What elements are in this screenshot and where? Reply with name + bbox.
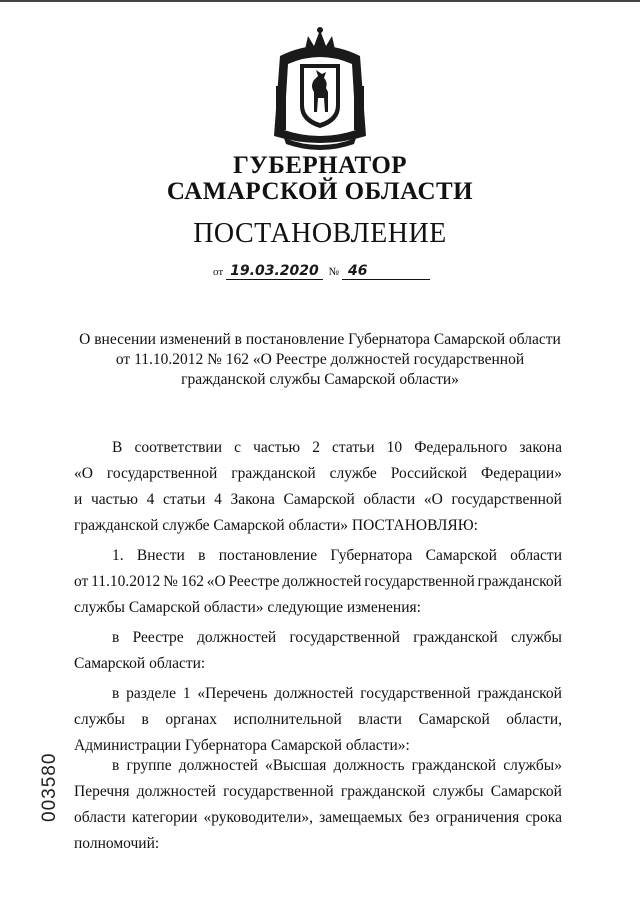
body-line: [74, 490, 562, 510]
body-word: 11.10.2012: [91, 573, 161, 590]
body-word: должностей: [282, 573, 362, 590]
body-word: с: [234, 439, 242, 456]
body-line: [74, 572, 562, 592]
subject-line: от 11.10.2012 № 162 «О Реестре должностей государственной: [115, 351, 525, 368]
body-word: ограничения: [435, 809, 520, 826]
body-word: должностей: [136, 783, 216, 800]
body-word: «О: [74, 465, 93, 482]
body-word: гражданской: [413, 629, 498, 646]
body-word: «Высшая: [265, 757, 327, 774]
body-word: Самарской: [283, 491, 355, 508]
body-word: В: [112, 439, 123, 456]
scan-top-edge: [0, 0, 640, 2]
body-word: «Перечень: [197, 685, 268, 702]
body-line: службы Самарской области» следующие изменения:: [74, 599, 421, 616]
body-line: Администрации Губернатора Самарской области»:: [74, 737, 410, 754]
body-word: Реестре: [132, 629, 184, 646]
org-title-line2: САМАРСКОЙ ОБЛАСТИ: [166, 178, 474, 205]
number-value: 46: [342, 263, 430, 280]
body-word: 162: [180, 573, 204, 590]
body-word: в: [112, 757, 120, 774]
body-word: власти: [358, 711, 402, 728]
body-line: [74, 782, 562, 802]
body-word: в: [141, 711, 149, 728]
margin-side-number: 003580: [39, 752, 60, 822]
body-word: области,: [506, 711, 562, 728]
body-word: Самарской: [490, 783, 562, 800]
body-word: срока: [525, 809, 562, 826]
body-line: [74, 464, 562, 484]
body-word: службы: [432, 783, 484, 800]
body-word: без: [408, 809, 430, 826]
body-word: в: [112, 685, 120, 702]
body-word: категории: [131, 809, 198, 826]
body-word: частью: [90, 491, 138, 508]
body-word: гражданской: [231, 465, 316, 482]
body-word: 1: [182, 685, 191, 702]
body-line: [74, 808, 562, 828]
body-word: области: [363, 491, 416, 508]
body-word: Внести: [136, 547, 185, 564]
body-word: 4: [214, 491, 222, 508]
body-line: [74, 546, 562, 566]
document-type-title: ПОСТАНОВЛЕНИЕ: [193, 218, 447, 249]
date-number-line: [0, 263, 640, 280]
body-line: гражданской службе Самарской области» ПОСТАНОВЛЯЮ:: [74, 517, 478, 534]
body-line: [74, 756, 562, 776]
date-prefix: от: [213, 266, 224, 278]
samara-coat-of-arms-icon: [270, 26, 370, 152]
body-word: «О: [423, 491, 443, 508]
body-word: органах: [165, 711, 218, 728]
body-word: государственной: [364, 573, 475, 590]
body-word: Самарской: [418, 711, 490, 728]
body-word: от: [74, 573, 89, 590]
body-word: службе: [329, 465, 377, 482]
body-word: службы»: [503, 757, 562, 774]
body-word: статьи: [163, 491, 206, 508]
body-word: должностей: [274, 685, 354, 702]
body-word: в: [198, 547, 206, 564]
body-word: гражданской: [477, 573, 562, 590]
body-word: соответствии: [134, 439, 223, 456]
subject-line: О внесении изменений в постановление Губернатора Самарской области: [79, 331, 561, 348]
body-word: государственной: [451, 491, 562, 508]
body-word: «руководители»,: [203, 809, 314, 826]
document-subject: [60, 330, 580, 390]
body-word: Федерации»: [481, 465, 562, 482]
body-word: гражданской: [411, 757, 497, 774]
org-title-line1: ГУБЕРНАТОР: [232, 152, 408, 179]
body-word: службы: [510, 629, 562, 646]
body-word: частью: [253, 439, 301, 456]
body-word: должностей: [197, 629, 277, 646]
body-word: Закона: [230, 491, 275, 508]
body-word: области: [510, 547, 562, 564]
body-line: полномочий:: [74, 835, 160, 852]
body-word: должностей: [178, 757, 258, 774]
body-word: Российской: [390, 465, 468, 482]
number-prefix: №: [328, 266, 339, 278]
body-word: государственной: [106, 465, 218, 482]
body-word: гражданской: [340, 783, 426, 800]
body-word: Губернатора: [330, 547, 413, 564]
body-word: Реестре: [228, 573, 280, 590]
body-word: гражданской: [477, 685, 562, 702]
body-line: [74, 710, 562, 730]
body-word: службы: [74, 711, 125, 728]
body-line: [74, 628, 562, 648]
body-word: статьи: [332, 439, 375, 456]
body-word: должность: [333, 757, 405, 774]
body-word: «О: [206, 573, 226, 590]
body-word: 2: [312, 439, 320, 456]
body-word: закона: [519, 439, 562, 456]
body-line: Самарской области:: [74, 655, 206, 672]
body-word: группе: [126, 757, 172, 774]
body-word: №: [163, 573, 178, 590]
body-word: государственной: [360, 685, 471, 702]
body-word: 10: [386, 439, 403, 456]
date-value: 19.03.2020: [226, 263, 323, 280]
body-word: постановление: [218, 547, 318, 564]
body-word: Перечня: [74, 783, 130, 800]
body-word: области: [74, 809, 126, 826]
body-word: в: [112, 629, 120, 646]
body-word: разделе: [126, 685, 176, 702]
body-word: Федерального: [414, 439, 508, 456]
body-word: и: [74, 491, 83, 508]
body-word: исполнительной: [233, 711, 342, 728]
body-word: государственной: [223, 783, 334, 800]
body-line: [74, 684, 562, 704]
body-word: Самарской: [425, 547, 497, 564]
body-word: 1.: [112, 547, 124, 564]
body-word: замещаемых: [319, 809, 403, 826]
subject-line: гражданской службы Самарской области»: [181, 371, 459, 388]
body-line: [74, 438, 562, 458]
body-word: государственной: [289, 629, 400, 646]
body-word: 4: [146, 491, 155, 508]
